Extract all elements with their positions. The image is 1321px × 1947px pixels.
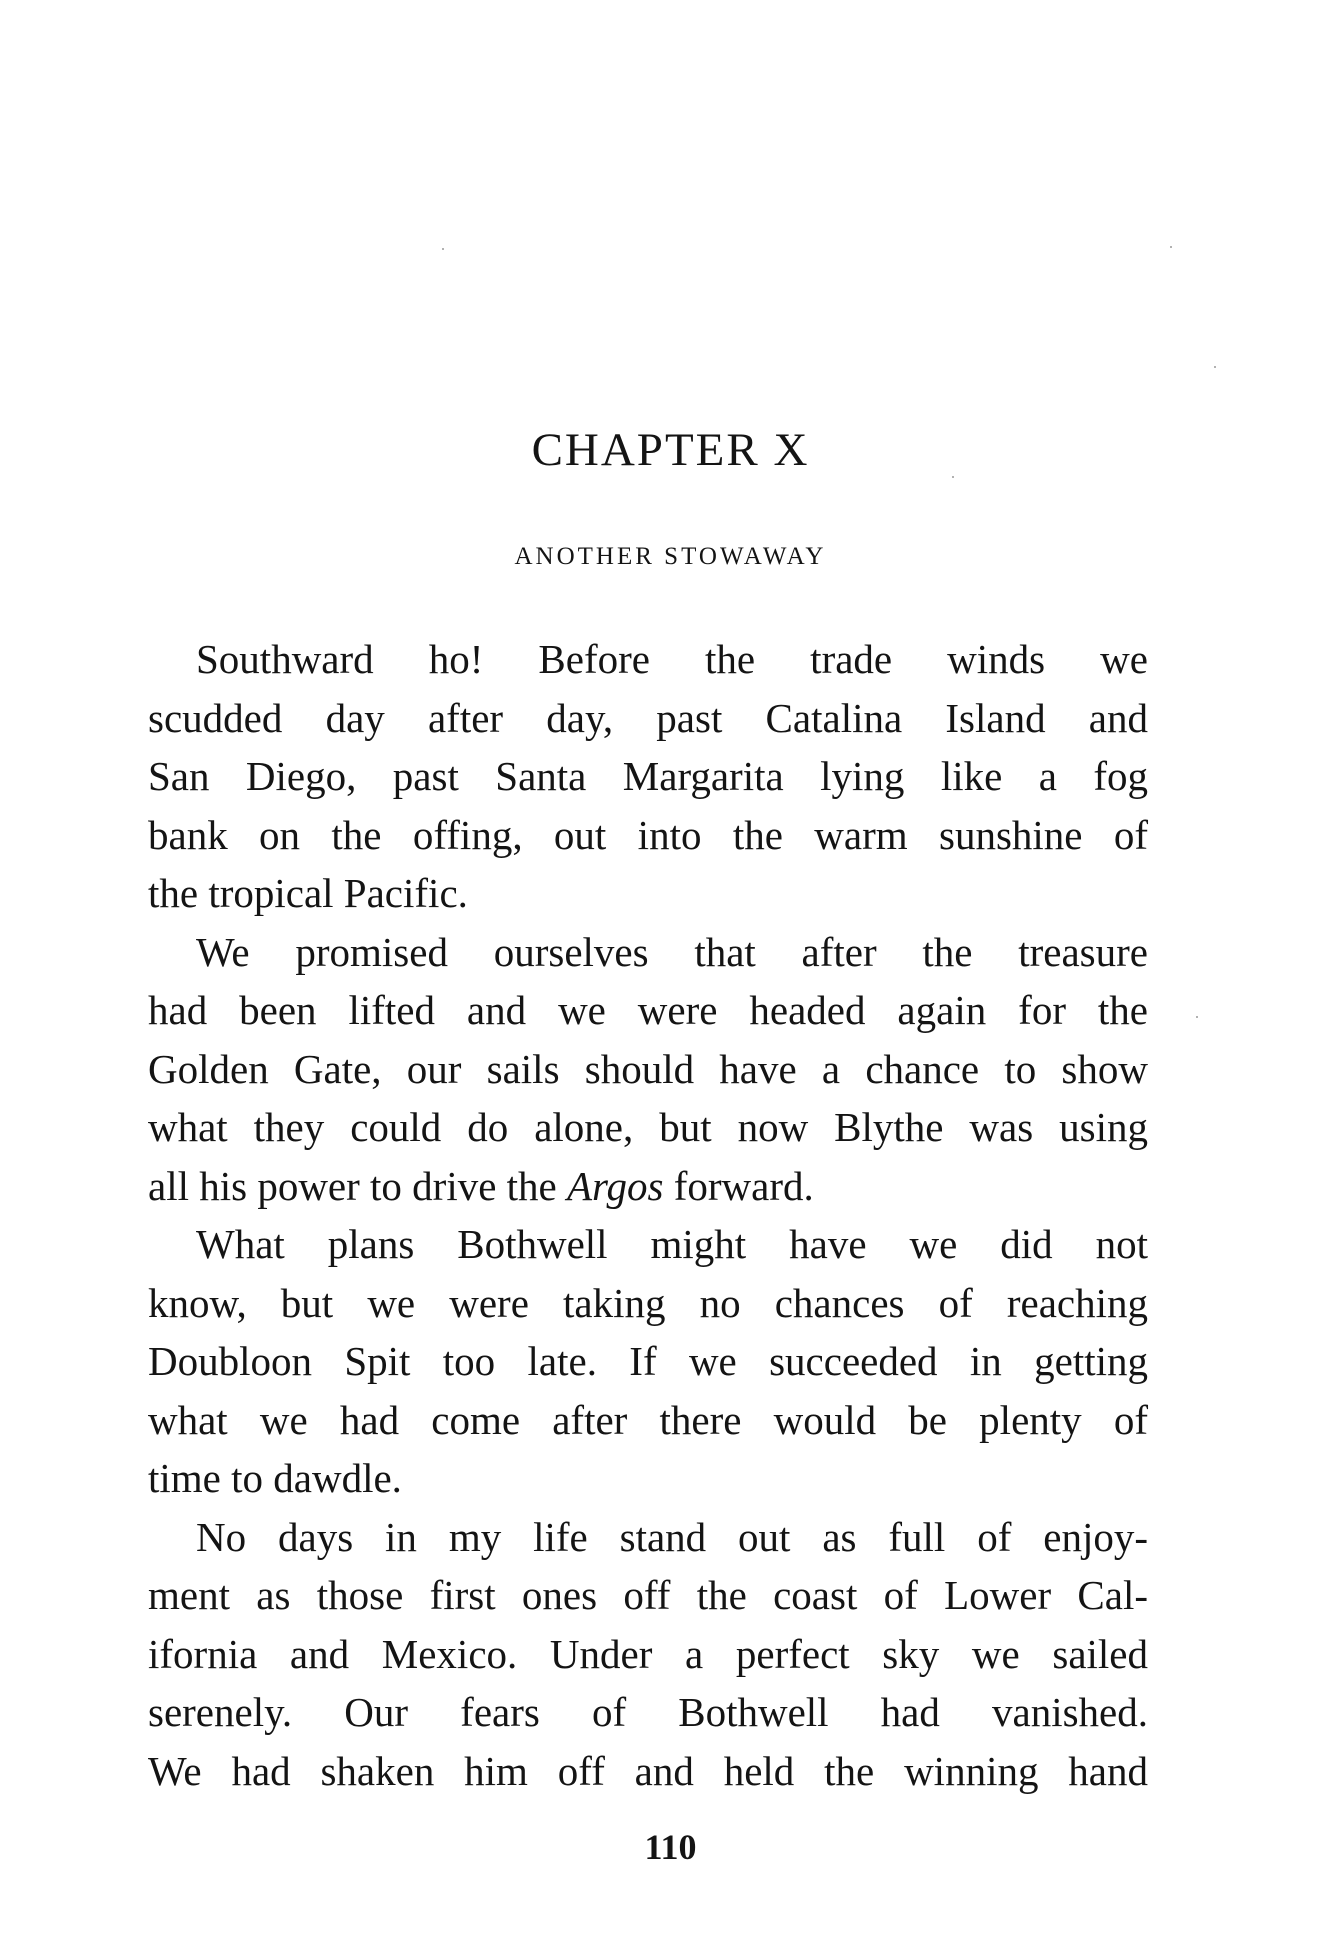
text-line: Southward ho! Before the trade winds we bbox=[196, 636, 1148, 682]
text-line: San Diego, past Santa Margarita lying like a fog bbox=[148, 753, 1148, 799]
text-line bbox=[148, 1157, 1148, 1216]
scan-speck bbox=[1170, 246, 1172, 248]
text-line: ment as those first ones off the coast of Lower Cal- bbox=[148, 1572, 1148, 1618]
scan-speck bbox=[1196, 1016, 1198, 1018]
paragraph-1 bbox=[148, 630, 1148, 923]
text-line: Golden Gate, our sails should have a chance to show bbox=[148, 1045, 1148, 1092]
paragraph-2 bbox=[148, 923, 1148, 1216]
page-number: 110 bbox=[644, 1827, 697, 1867]
body-text bbox=[148, 630, 1148, 1800]
text-line: the tropical Pacific. bbox=[148, 870, 468, 916]
scan-speck bbox=[442, 248, 444, 250]
text-line: No days in my life stand out as full of enjoy- bbox=[196, 1513, 1148, 1560]
text-line: What plans Bothwell might have we did not bbox=[196, 1221, 1148, 1267]
paragraph-3 bbox=[148, 1215, 1148, 1508]
text-line: We had shaken him off and held the winning hand bbox=[148, 1747, 1148, 1794]
text-fragment: forward. bbox=[663, 1162, 814, 1209]
text-fragment: all his power to drive the bbox=[148, 1162, 568, 1209]
scan-speck bbox=[1214, 366, 1216, 368]
chapter-title: CHAPTER X bbox=[531, 424, 810, 476]
paragraph-4 bbox=[148, 1508, 1148, 1801]
chapter-subtitle: ANOTHER STOWAWAY bbox=[514, 543, 827, 570]
text-line: Doubloon Spit too late. If we succeeded in getting bbox=[148, 1338, 1148, 1384]
text-line: bank on the offing, out into the warm sunshine of bbox=[148, 811, 1148, 858]
text-line: serenely. Our fears of Bothwell had vanished. bbox=[148, 1689, 1148, 1735]
text-line: had been lifted and we were headed again for the bbox=[148, 987, 1148, 1033]
text-line: scudded day after day, past Catalina Island and bbox=[148, 694, 1148, 741]
ship-name: Argos bbox=[567, 1162, 664, 1209]
text-line: know, but we were taking no chances of reaching bbox=[148, 1279, 1148, 1326]
text-line: time to dawdle. bbox=[148, 1455, 402, 1501]
text-line: ifornia and Mexico. Under a perfect sky we sailed bbox=[148, 1630, 1148, 1677]
text-line: what we had come after there would be plenty of bbox=[148, 1396, 1148, 1443]
text-line: We promised ourselves that after the treasure bbox=[196, 928, 1148, 975]
text-line: what they could do alone, but now Blythe was using bbox=[148, 1104, 1148, 1150]
